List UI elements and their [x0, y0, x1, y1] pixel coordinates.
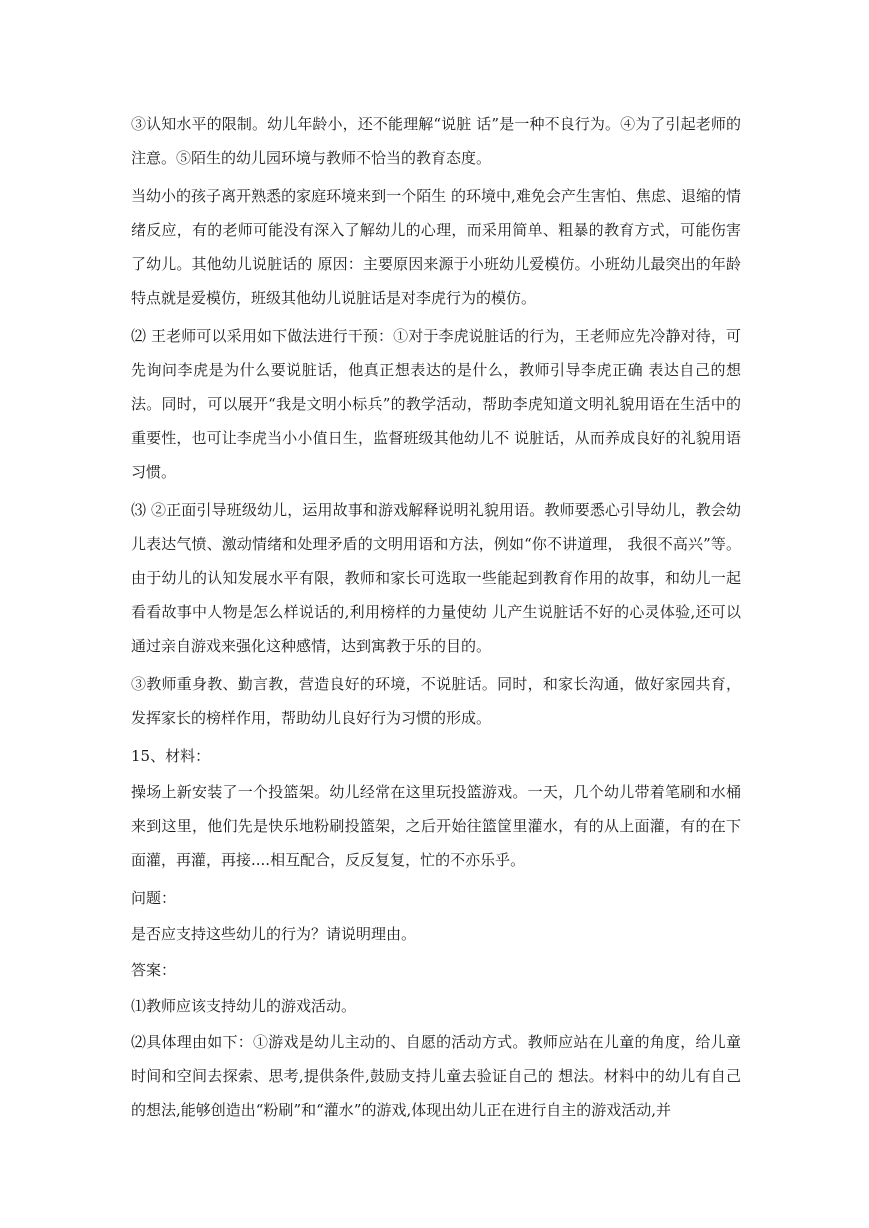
paragraph-unfamiliar-environment: 当幼小的孩子离开熟悉的家庭环境来到一个陌生 的环境中,难免会产生害怕、焦虑、退缩的情绪反应，有的老师可能没有深入了解幼儿的心理，而采用简单、粗暴的教育方式，可能伤害了幼儿。其他幼儿说脏话的 原因：主要原因来源于小班幼儿爱模仿。小班幼儿最突出的年龄特点就是爱模仿，班级其他幼儿说脏话是对李虎行为的模仿。 [131, 187, 741, 307]
paragraph-cognitive-level: ③认知水平的限制。幼儿年龄小，还不能理解“说脏 话”是一种不良行为。④为了引起老师的注意。⑤陌生的幼儿园环境与教师不恰当的教育态度。 [131, 115, 741, 167]
answer-point-2: ⑵具体理由如下：①游戏是幼儿主动的、自愿的活动方式。教师应站在儿童的角度，给儿童时间和空间去探索、思考,提供条件,鼓励支持儿童去验证自己的 想法。材料中的幼儿有自己的想法,能够创造出“粉刷”和“灌水”的游戏,体现出幼儿正在进行自主的游戏活动,并 [131, 1033, 741, 1119]
document-page [131, 107, 741, 1131]
paragraph-intervention-2: ⑵ 王老师可以采用如下做法进行干预：①对于李虎说脏话的行为，王老师应先冷静对待，可先询问李虎是为什么要说脏话，他真正想表达的是什么，教师引导李虎正确 表达自己的想法。同时，可以展开“我是文明小标兵”的教学活动，帮助李虎知道文明礼貌用语在生活中的重要性，也可让李虎当小小值日生，监督班级其他幼儿不 说脏话，从而养成良好的礼貌用语习惯。 [131, 327, 741, 481]
question-15-material: 操场上新安装了一个投篮架。幼儿经常在这里玩投篮游戏。一天，几个幼儿带着笔刷和水桶来到这里，他们先是快乐地粉刷投篮架，之后开始往篮筐里灌水，有的从上面灌，有的在下面灌，再灌，再接....相互配合，反反复复，忙的不亦乐乎。 [131, 783, 741, 869]
question-label: 问题： [131, 889, 177, 907]
question-15-heading: 15、材料： [131, 747, 211, 765]
question-text: 是否应支持这些幼儿的行为？请说明理由。 [131, 925, 417, 943]
answer-label: 答案： [131, 961, 177, 979]
paragraph-teacher-example: ③教师重身教、勤言教，营造良好的环境，不说脏话。同时，和家长沟通，做好家园共育，发挥家长的榜样作用，帮助幼儿良好行为习惯的形成。 [131, 675, 741, 727]
paragraph-intervention-3: ⑶ ②正面引导班级幼儿，运用故事和游戏解释说明礼貌用语。教师要悉心引导幼儿，教会幼儿表达气愤、激动情绪和处理矛盾的文明用语和方法，例如“你不讲道理， 我很不高兴”等。由于幼儿的认知发展水平有限，教师和家长可选取一些能起到教育作用的故事，和幼儿一起看看故事中人物是怎么样说话的,利用榜样的力量使幼 儿产生说脏话不好的心灵体验,还可以通过亲自游戏来强化这种感情，达到寓教于乐的目的。 [131, 501, 741, 655]
answer-point-1: ⑴教师应该支持幼儿的游戏活动。 [131, 997, 357, 1015]
